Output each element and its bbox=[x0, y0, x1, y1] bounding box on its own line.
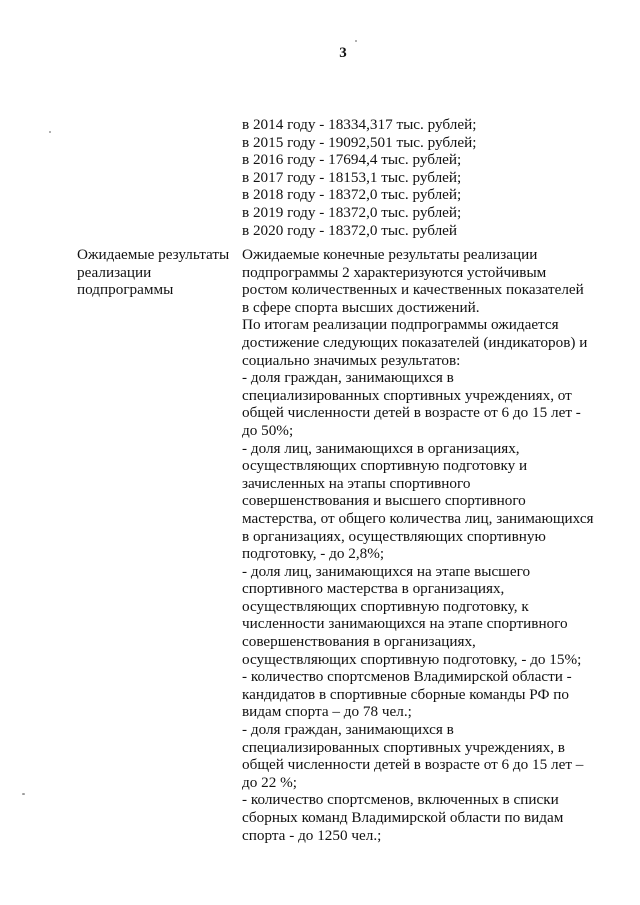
financing-line-2015: в 2015 году - 19092,501 тыс. рублей; bbox=[242, 133, 477, 151]
results-paragraph-indicators: По итогам реализации подпрограммы ожидается достижение следующих показателей (индикаторов) и социально значимых результатов: bbox=[242, 316, 588, 369]
financing-line-2014: в 2014 году - 18334,317 тыс. рублей; bbox=[242, 116, 477, 133]
page-number: 3 bbox=[339, 45, 347, 61]
financing-line-2016: в 2016 году - 17694,4 тыс. рублей; bbox=[242, 151, 462, 169]
financing-line-2018: в 2018 году - 18372,0 тыс. рублей; bbox=[242, 186, 462, 204]
results-item-4: - количество спортсменов Владимирской области - кандидатов в спортивные сборные команды РФ по видам спорта – до 78 чел.; bbox=[242, 668, 572, 721]
scan-speck bbox=[49, 131, 51, 133]
results-paragraph-intro: Ожидаемые конечные результаты реализации подпрограммы 2 характеризуются устойчивым ростом количественных и качественных показателей в сфере спорта высших достижений. bbox=[242, 246, 584, 316]
results-item-5: - доля граждан, занимающихся в специализированных спортивных учреждениях, в общей численности детей в возрасте от 6 до 15 лет – до 22 %; bbox=[242, 721, 584, 791]
expected-results-label: Ожидаемые результаты реализации подпрограммы bbox=[77, 246, 230, 299]
scan-speck bbox=[355, 40, 357, 42]
scan-speck bbox=[22, 793, 25, 795]
financing-line-2019: в 2019 году - 18372,0 тыс. рублей; bbox=[242, 203, 462, 221]
financing-by-year-list bbox=[242, 116, 622, 239]
results-item-2: - доля лиц, занимающихся в организациях, осуществляющих спортивную подготовку и зачисленных на этапы спортивного совершенствования и высшего спортивного мастерства, от общего количества лиц, занимающихся в организациях, осуществляющих спортивную подготовку, - до 2,8%; bbox=[242, 439, 594, 563]
results-item-3: - доля лиц, занимающихся на этапе высшего спортивного мастерства в организациях, осуществляющих спортивную подготовку, к численности занимающихся на этапе спортивного совершенствования в организациях, осуществляющих спортивную подготовку, - до 15%; bbox=[242, 562, 582, 668]
financing-line-2020: в 2020 году - 18372,0 тыс. рублей bbox=[242, 221, 458, 239]
expected-results-text bbox=[242, 246, 594, 844]
results-item-1: - доля граждан, занимающихся в специализированных спортивных учреждениях, от общей численности детей в возрасте от 6 до 15 лет - до 50%; bbox=[242, 369, 581, 439]
financing-line-2017: в 2017 году - 18153,1 тыс. рублей; bbox=[242, 168, 462, 186]
results-item-6: - количество спортсменов, включенных в списки сборных команд Владимирской области по видам спорта - до 1250 чел.; bbox=[242, 791, 564, 844]
